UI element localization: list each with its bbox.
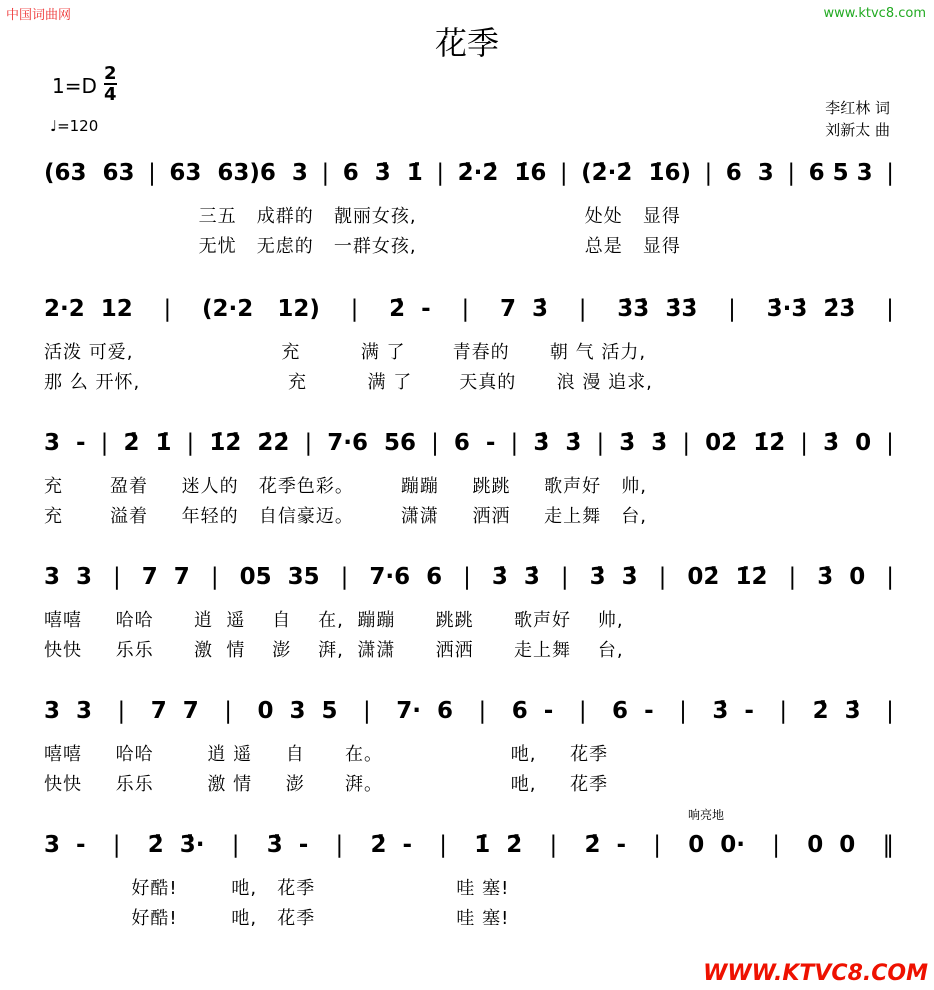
measure: 63 63)6 3 bbox=[169, 160, 308, 186]
measure: 6 - bbox=[453, 430, 496, 456]
measure: 2̇ 3̇ bbox=[812, 698, 861, 724]
barline: | bbox=[510, 430, 519, 456]
barline: | bbox=[682, 430, 691, 456]
measure: 1̇2̇ 2̇2̇ bbox=[209, 430, 290, 456]
barline: | bbox=[886, 430, 894, 456]
notation-row bbox=[44, 160, 894, 186]
measure: 6 3̇ 1̇ bbox=[342, 160, 423, 186]
barline: | bbox=[772, 832, 780, 858]
barline: | bbox=[463, 564, 471, 590]
lyric-line: 那 么 开怀, 充 满 了 天真的 浪 漫 追求, bbox=[44, 372, 653, 393]
lyric-line: 无忧 无虑的 一群女孩, 总是 显得 bbox=[44, 236, 681, 257]
tempo-marking: ♩=120 bbox=[50, 117, 99, 135]
measure: 3̇ 3̇ bbox=[619, 430, 668, 456]
measure: 05 35 bbox=[239, 564, 320, 590]
barline: | bbox=[800, 430, 809, 456]
notation-row bbox=[44, 296, 894, 322]
measure: 3̇·3̇ 2̇3̇ bbox=[766, 296, 856, 322]
measure: 2̇ 3̇· bbox=[147, 832, 205, 858]
barline: | bbox=[886, 698, 894, 724]
barline: | bbox=[461, 296, 470, 322]
barline: | bbox=[224, 698, 233, 724]
barline: | bbox=[578, 698, 587, 724]
barline: | bbox=[148, 160, 156, 186]
lyric-line: 好酷! 吔, 花季 哇 塞! bbox=[44, 908, 510, 929]
measure: 3̇ 0 bbox=[817, 564, 866, 590]
time-sig-bottom: 4 bbox=[104, 84, 117, 105]
measure: 2̇ - bbox=[584, 832, 627, 858]
measure: 02̇ 1̇2̇ bbox=[687, 564, 768, 590]
barline: | bbox=[436, 160, 445, 186]
measure: 3̇ 3̇ bbox=[589, 564, 638, 590]
notation-row bbox=[44, 564, 894, 590]
measure: 3̇3̇ 3̇3̇ bbox=[617, 296, 698, 322]
lyric-line: 嘻嘻 哈哈 逍 遥 自 在, 蹦蹦 跳跳 歌声好 帅, bbox=[44, 610, 624, 631]
barline: | bbox=[549, 832, 558, 858]
barline: | bbox=[560, 564, 569, 590]
lyricist: 李红林 词 bbox=[825, 99, 890, 117]
footer-logo: WWW.KTVC8.COM bbox=[703, 961, 928, 986]
watermark-left: 中国词曲网 bbox=[6, 8, 72, 23]
barline: | bbox=[431, 430, 439, 456]
barline: | bbox=[439, 832, 448, 858]
barline: | bbox=[113, 564, 121, 590]
measure: 7· 6 bbox=[396, 698, 454, 724]
lyric-line: 嘻嘻 哈哈 逍 遥 自 在。 吔, 花季 bbox=[44, 744, 609, 765]
composer: 刘新太 曲 bbox=[825, 121, 890, 139]
measure: 6 5 3 bbox=[808, 160, 873, 186]
time-sig-top: 2 bbox=[104, 63, 117, 84]
measure: 3̇ 3̇ bbox=[533, 430, 582, 456]
barline: | bbox=[163, 296, 172, 322]
notation-row bbox=[44, 832, 894, 858]
barline: | bbox=[186, 430, 195, 456]
barline: | bbox=[779, 698, 788, 724]
measure: 0 0 bbox=[807, 832, 856, 858]
measure: 3̇ - bbox=[712, 698, 754, 724]
barline: ‖ bbox=[882, 832, 894, 858]
lyric-line: 快快 乐乐 激 情 澎 湃, 潇潇 洒洒 走上舞 台, bbox=[44, 640, 624, 661]
measure: 2̇·2̇ 1̇6 bbox=[457, 160, 547, 186]
measure: 3 3 bbox=[44, 698, 93, 724]
measure: 3̇ 0 bbox=[823, 430, 872, 456]
lyric-line: 快快 乐乐 激 情 澎 湃。 吔, 花季 bbox=[44, 774, 609, 795]
lyric-line: 充 溢着 年轻的 自信豪迈。 潇潇 洒洒 走上舞 台, bbox=[44, 506, 647, 527]
barline: | bbox=[210, 564, 219, 590]
barline: | bbox=[886, 160, 894, 186]
barline: | bbox=[321, 160, 330, 186]
barline: | bbox=[304, 430, 313, 456]
barline: | bbox=[363, 698, 371, 724]
measure: 3 3 bbox=[44, 564, 93, 590]
barline: | bbox=[578, 296, 587, 322]
song-title: 花季 bbox=[434, 24, 499, 62]
measure: 3̇ - bbox=[266, 832, 309, 858]
measure: (2̇·2̇ 1̇6) bbox=[581, 160, 691, 186]
barline: | bbox=[886, 564, 894, 590]
barline: | bbox=[658, 564, 667, 590]
barline: | bbox=[886, 296, 894, 322]
measure: 2̇ - bbox=[370, 832, 413, 858]
barline: | bbox=[679, 698, 687, 724]
measure: 0 0· bbox=[688, 832, 745, 858]
measure: 3̇ 3̇ bbox=[491, 564, 540, 590]
barline: | bbox=[559, 160, 568, 186]
time-signature bbox=[104, 64, 117, 104]
lyric-line: 充 盈着 迷人的 花季色彩。 蹦蹦 跳跳 歌声好 帅, bbox=[44, 476, 647, 497]
barline: | bbox=[112, 832, 121, 858]
barline: | bbox=[653, 832, 662, 858]
measure: 6 - bbox=[612, 698, 654, 724]
key-signature: 1=D bbox=[52, 74, 97, 98]
lyric-line: 好酷! 吔, 花季 哇 塞! bbox=[44, 878, 510, 899]
measure: 7 7 bbox=[141, 564, 190, 590]
barline: | bbox=[596, 430, 605, 456]
barline: | bbox=[704, 160, 713, 186]
measure: 3 - bbox=[44, 832, 86, 858]
measure: 7 7 bbox=[150, 698, 199, 724]
measure: 0 3 5 bbox=[257, 698, 338, 724]
barline: | bbox=[788, 564, 797, 590]
notation-row bbox=[44, 430, 894, 456]
barline: | bbox=[787, 160, 796, 186]
barline: | bbox=[335, 832, 344, 858]
measure: 2·2 12 bbox=[44, 296, 133, 322]
measure: 2̇ 1̇ bbox=[123, 430, 172, 456]
watermark-right: www.ktvc8.com bbox=[823, 6, 926, 21]
barline: | bbox=[350, 296, 359, 322]
measure: 7 3̇ bbox=[499, 296, 549, 322]
barline: | bbox=[728, 296, 736, 322]
lyric-line: 活泼 可爱, 充 满 了 青春的 朝 气 活力, bbox=[44, 342, 647, 363]
measure: 6 - bbox=[511, 698, 554, 724]
barline: | bbox=[100, 430, 109, 456]
measure: (2·2 12) bbox=[202, 296, 320, 322]
measure: 2̇ - bbox=[389, 296, 431, 322]
barline: | bbox=[478, 698, 487, 724]
notation-row bbox=[44, 698, 894, 724]
measure: 6 3 bbox=[725, 160, 774, 186]
barline: | bbox=[117, 698, 126, 724]
measure: 02̇ 1̇2̇ bbox=[705, 430, 786, 456]
measure: 7·6 6 bbox=[369, 564, 443, 590]
measure: 1̇ 2̇ bbox=[474, 832, 523, 858]
measure: 3 - bbox=[44, 430, 86, 456]
barline: | bbox=[340, 564, 349, 590]
expression-marking: 响亮地 bbox=[688, 808, 725, 822]
measure: 7·6 56 bbox=[327, 430, 417, 456]
barline: | bbox=[231, 832, 240, 858]
lyric-line: 三五 成群的 靓丽女孩, 处处 显得 bbox=[44, 206, 681, 227]
measure: (63 63 bbox=[44, 160, 135, 186]
